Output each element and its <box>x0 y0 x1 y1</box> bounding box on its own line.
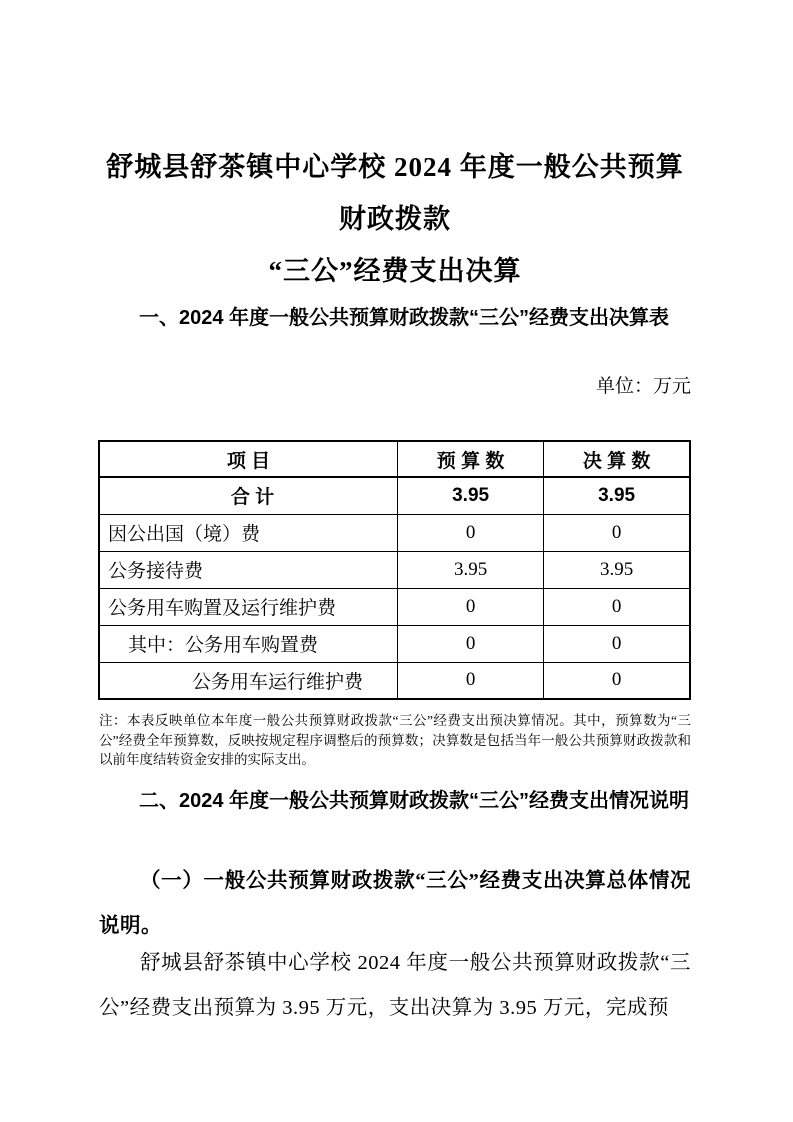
table-note: 注：本表反映单位本年度一般公共预算财政拨款“三公”经费支出预决算情况。其中，预算数为“三公”经费全年预算数，反映按规定程序调整后的预算数；决算数是包括当年一般公共预算财政拨款和以前年度结转资金安排的实际支出。 <box>99 713 691 767</box>
header-budget: 预 算 数 <box>397 441 543 477</box>
budget-cell: 0 <box>397 588 543 625</box>
table-row-total <box>99 477 690 514</box>
section-2-heading: 二、2024 年度一般公共预算财政拨款“三公”经费支出情况说明 <box>139 790 690 812</box>
item-cell: 因公出国（境）费 <box>99 514 397 551</box>
final-cell: 0 <box>544 662 690 699</box>
budget-cell: 3.95 <box>397 551 543 588</box>
table-row <box>99 551 690 588</box>
body-paragraph: 舒城县舒茶镇中心学校 2024 年度一般公共预算财政拨款“三公”经费支出预算为 3.95 万元，支出决算为 3.95 万元，完成预 <box>99 952 691 1019</box>
budget-cell: 3.95 <box>397 477 543 514</box>
final-cell: 0 <box>544 588 690 625</box>
page-title <box>99 141 691 297</box>
header-final: 决 算 数 <box>544 441 690 477</box>
title-line-1: 舒城县舒茶镇中心学校 2024 年度一般公共预算财政拨款 <box>106 152 684 234</box>
header-item: 项 目 <box>99 441 397 477</box>
table-row <box>99 662 690 699</box>
section-1-heading: 一、2024 年度一般公共预算财政拨款“三公”经费支出决算表 <box>139 307 670 329</box>
final-cell: 3.95 <box>544 477 690 514</box>
table-row <box>99 588 690 625</box>
item-cell: 其中：公务用车购置费 <box>99 625 397 662</box>
unit-label: 单位：万元 <box>595 376 691 397</box>
budget-cell: 0 <box>397 514 543 551</box>
table-row <box>99 625 690 662</box>
final-cell: 3.95 <box>544 551 690 588</box>
final-cell: 0 <box>544 514 690 551</box>
budget-table <box>98 440 691 700</box>
item-cell: 公务用车购置及运行维护费 <box>99 588 397 625</box>
title-line-2: “三公”经费支出决算 <box>268 256 522 286</box>
item-cell: 公务接待费 <box>99 551 397 588</box>
final-cell: 0 <box>544 625 690 662</box>
table-row <box>99 514 690 551</box>
budget-cell: 0 <box>397 625 543 662</box>
item-cell: 公务用车运行维护费 <box>99 662 397 699</box>
section-2-1-heading: （一）一般公共预算财政拨款“三公”经费支出决算总体情况说明。 <box>99 870 691 937</box>
budget-cell: 0 <box>397 662 543 699</box>
table-header-row <box>99 441 690 477</box>
item-cell: 合 计 <box>99 477 397 514</box>
